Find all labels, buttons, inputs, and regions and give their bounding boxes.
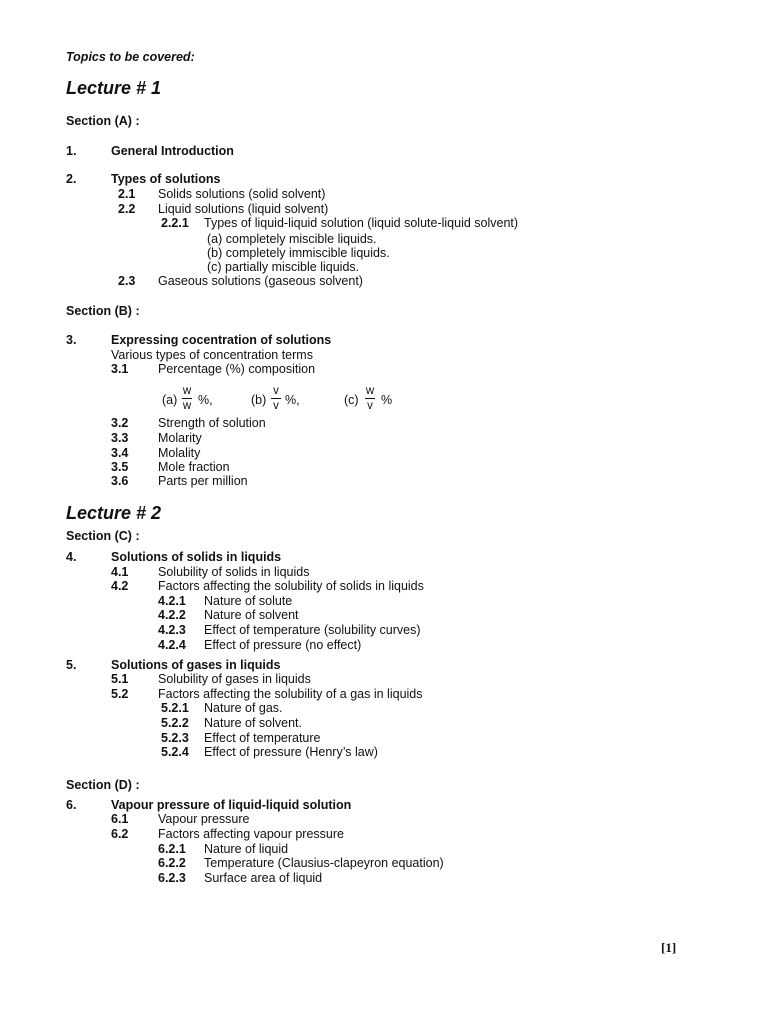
item-3-1-text: Percentage (%) composition bbox=[158, 362, 316, 376]
item-6-2-3-number: 6.2.3 bbox=[158, 871, 186, 885]
item-6-2-3-text: Surface area of liquid bbox=[204, 871, 323, 885]
item-3-2-number: 3.2 bbox=[111, 416, 129, 430]
topics-heading: Topics to be covered: bbox=[66, 50, 195, 64]
item-4-2-3-text: Effect of temperature (solubility curves) bbox=[204, 623, 421, 637]
item-4-2-4-number: 4.2.4 bbox=[158, 638, 186, 652]
item-4-2-1-text: Nature of solute bbox=[204, 594, 293, 608]
item-3-2-text: Strength of solution bbox=[158, 416, 266, 430]
fraction-c-label: (c) bbox=[344, 393, 359, 407]
item-3-3-number: 3.3 bbox=[111, 431, 129, 445]
fraction-b-label: (b) bbox=[251, 393, 267, 407]
item-5-title: Solutions of gases in liquids bbox=[111, 658, 281, 672]
item-6-number: 6. bbox=[66, 798, 77, 812]
item-3-4-text: Molality bbox=[158, 446, 201, 460]
fraction-bar bbox=[365, 398, 375, 399]
fraction-c-suffix: % bbox=[381, 393, 393, 407]
item-6-2-1-number: 6.2.1 bbox=[158, 842, 186, 856]
item-4-2-2-text: Nature of solvent bbox=[204, 608, 299, 622]
item-5-2-number: 5.2 bbox=[111, 687, 129, 701]
item-6-2-2-number: 6.2.2 bbox=[158, 856, 186, 870]
item-2-3-number: 2.3 bbox=[118, 274, 136, 288]
fraction-a-suffix: %, bbox=[198, 393, 213, 407]
item-5-2-text: Factors affecting the solubility of a gas in liquids bbox=[158, 687, 423, 701]
item-4-title: Solutions of solids in liquids bbox=[111, 550, 282, 564]
section-d-heading: Section (D) : bbox=[66, 778, 140, 792]
item-4-2-number: 4.2 bbox=[111, 579, 129, 593]
section-c-heading: Section (C) : bbox=[66, 529, 140, 543]
item-4-2-2-number: 4.2.2 bbox=[158, 608, 186, 622]
item-5-2-2-text: Nature of solvent. bbox=[204, 716, 302, 730]
item-5-number: 5. bbox=[66, 658, 77, 672]
item-6-2-1-text: Nature of liquid bbox=[204, 842, 289, 856]
item-4-2-3-number: 4.2.3 bbox=[158, 623, 186, 637]
fraction-a-numerator: w bbox=[182, 385, 192, 397]
item-2-3-text: Gaseous solutions (gaseous solvent) bbox=[158, 274, 363, 288]
item-6-1-number: 6.1 bbox=[111, 812, 129, 826]
section-b-heading: Section (B) : bbox=[66, 304, 140, 318]
item-3-5-text: Mole fraction bbox=[158, 460, 230, 474]
fraction-a-label: (a) bbox=[162, 393, 178, 407]
item-2-2-1-a: (a) completely miscible liquids. bbox=[207, 232, 377, 246]
section-a-heading: Section (A) : bbox=[66, 114, 140, 128]
item-3-subtitle: Various types of concentration terms bbox=[111, 348, 313, 362]
item-4-number: 4. bbox=[66, 550, 77, 564]
item-5-2-3-number: 5.2.3 bbox=[161, 731, 189, 745]
item-2-title: Types of solutions bbox=[111, 172, 221, 186]
item-5-1-text: Solubility of gases in liquids bbox=[158, 672, 311, 686]
item-4-2-text: Factors affecting the solubility of solids in liquids bbox=[158, 579, 424, 593]
item-5-2-1-text: Nature of gas. bbox=[204, 701, 283, 715]
item-6-title: Vapour pressure of liquid-liquid solution bbox=[111, 798, 352, 812]
item-6-2-number: 6.2 bbox=[111, 827, 129, 841]
fraction-bar bbox=[271, 398, 281, 399]
fraction-c bbox=[365, 385, 375, 412]
item-2-2-1-c: (c) partially miscible liquids. bbox=[207, 260, 360, 274]
item-6-2-text: Factors affecting vapour pressure bbox=[158, 827, 344, 841]
page-number: [1] bbox=[661, 940, 677, 955]
item-3-3-text: Molarity bbox=[158, 431, 202, 445]
item-5-2-1-number: 5.2.1 bbox=[161, 701, 189, 715]
item-3-5-number: 3.5 bbox=[111, 460, 129, 474]
item-4-2-1-number: 4.2.1 bbox=[158, 594, 186, 608]
item-3-title: Expressing cocentration of solutions bbox=[111, 333, 332, 347]
item-5-2-2-number: 5.2.2 bbox=[161, 716, 189, 730]
item-5-2-4-text: Effect of pressure (Henry’s law) bbox=[204, 745, 378, 759]
item-2-2-1-text: Types of liquid-liquid solution (liquid solute-liquid solvent) bbox=[204, 216, 519, 230]
item-4-1-text: Solubility of solids in liquids bbox=[158, 565, 310, 579]
fraction-b-suffix: %, bbox=[285, 393, 300, 407]
item-1-number: 1. bbox=[66, 144, 77, 158]
fraction-b-denominator: v bbox=[273, 400, 279, 412]
item-3-1-number: 3.1 bbox=[111, 362, 129, 376]
fraction-b bbox=[271, 385, 281, 412]
fraction-b-numerator: v bbox=[273, 385, 279, 397]
fraction-c-denominator: v bbox=[367, 400, 373, 412]
item-4-2-4-text: Effect of pressure (no effect) bbox=[204, 638, 362, 652]
item-3-6-text: Parts per million bbox=[158, 474, 248, 488]
fraction-c-numerator: w bbox=[365, 385, 375, 397]
item-2-2-1-number: 2.2.1 bbox=[161, 216, 189, 230]
fraction-a-denominator: w bbox=[182, 400, 192, 412]
item-2-2-1-b: (b) completely immiscible liquids. bbox=[207, 246, 390, 260]
lecture-2-title: Lecture # 2 bbox=[66, 503, 162, 523]
item-5-1-number: 5.1 bbox=[111, 672, 129, 686]
fraction-a bbox=[182, 385, 192, 412]
item-3-6-number: 3.6 bbox=[111, 474, 129, 488]
item-3-number: 3. bbox=[66, 333, 77, 347]
item-3-4-number: 3.4 bbox=[111, 446, 129, 460]
fraction-bar bbox=[182, 398, 192, 399]
item-2-2-text: Liquid solutions (liquid solvent) bbox=[158, 202, 329, 216]
item-6-2-2-text: Temperature (Clausius-clapeyron equation) bbox=[204, 856, 444, 870]
item-2-2-number: 2.2 bbox=[118, 202, 136, 216]
item-5-2-3-text: Effect of temperature bbox=[204, 731, 321, 745]
lecture-1-title: Lecture # 1 bbox=[66, 78, 162, 98]
item-2-number: 2. bbox=[66, 172, 77, 186]
item-2-1-text: Solids solutions (solid solvent) bbox=[158, 187, 326, 201]
item-5-2-4-number: 5.2.4 bbox=[161, 745, 189, 759]
item-2-1-number: 2.1 bbox=[118, 187, 136, 201]
item-4-1-number: 4.1 bbox=[111, 565, 129, 579]
item-6-1-text: Vapour pressure bbox=[158, 812, 250, 826]
item-1-title: General Introduction bbox=[111, 144, 234, 158]
